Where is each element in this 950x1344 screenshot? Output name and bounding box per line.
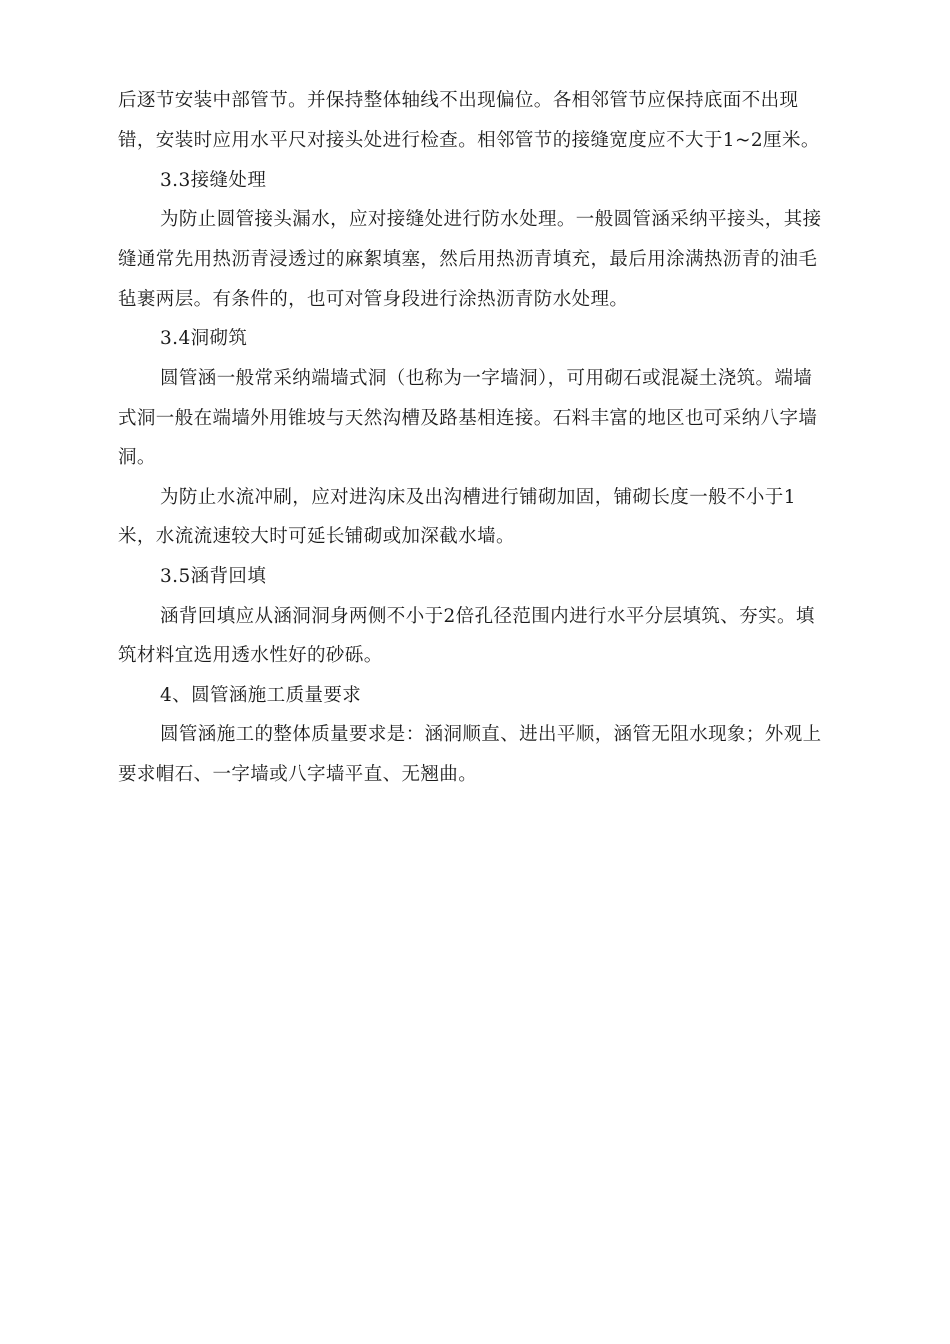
paragraph-line: 缝通常先用热沥青浸透过的麻絮填塞，然后用热沥青填充，最后用涂满热沥青的油毛 [118, 249, 818, 270]
paragraph-line: 圆管涵施工的整体质量要求是：涵洞顺直、进出平顺，涵管无阻水现象；外观上 [160, 724, 822, 745]
section-heading: 3.5涵背回填 [160, 566, 267, 587]
paragraph-line: 涵背回填应从涵洞洞身两侧不小于2倍孔径范围内进行水平分层填筑、夯实。填 [160, 606, 815, 627]
paragraph-line: 错，安装时应用水平尺对接头处进行检查。相邻管节的接缝宽度应不大于1~2厘米。 [118, 130, 820, 151]
paragraph-line: 式洞一般在端墙外用锥坡与天然沟槽及路基相连接。石料丰富的地区也可采纳八字墙 [118, 408, 818, 429]
paragraph-line: 要求帽石、一字墙或八字墙平直、无翘曲。 [118, 764, 478, 785]
section-heading: 3.4洞砌筑 [160, 328, 248, 349]
section-heading: 3.3接缝处理 [160, 170, 267, 191]
paragraph-line: 毡裹两层。有条件的，也可对管身段进行涂热沥青防水处理。 [118, 289, 629, 310]
paragraph-line: 米，水流流速较大时可延长铺砌或加深截水墙。 [118, 526, 515, 547]
paragraph-line: 筑材料宜选用透水性好的砂砾。 [118, 645, 383, 666]
paragraph-line: 后逐节安装中部管节。并保持整体轴线不出现偏位。各相邻管节应保持底面不出现 [118, 90, 799, 111]
paragraph-line: 为防止水流冲刷，应对进沟床及出沟槽进行铺砌加固，铺砌长度一般不小于1 [160, 487, 796, 508]
paragraph-line: 洞。 [118, 447, 156, 468]
paragraph-line: 为防止圆管接头漏水，应对接缝处进行防水处理。一般圆管涵采纳平接头，其接 [160, 209, 822, 230]
section-heading: 4、圆管涵施工质量要求 [160, 685, 362, 706]
paragraph-line: 圆管涵一般常采纳端墙式洞（也称为一字墙洞），可用砌石或混凝土浇筑。端墙 [160, 368, 813, 389]
